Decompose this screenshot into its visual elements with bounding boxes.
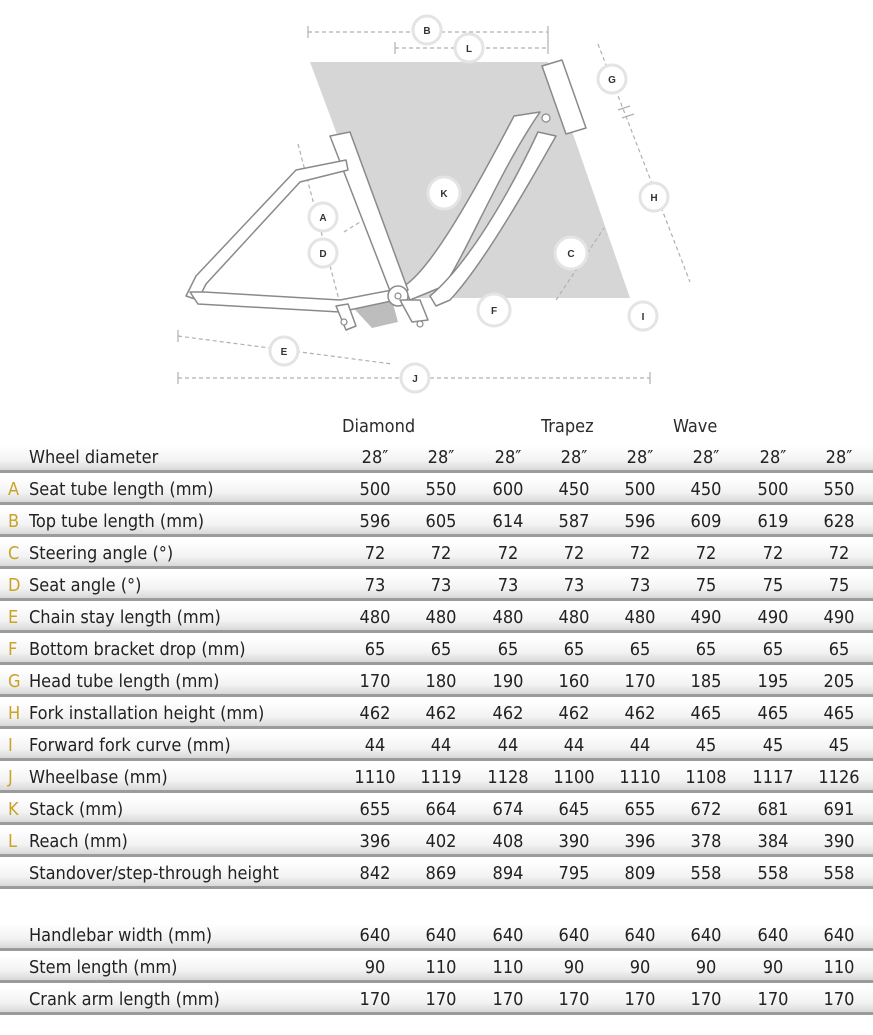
marker-i xyxy=(629,302,657,330)
table-cell: 44 xyxy=(430,735,452,756)
table-cell: 170 xyxy=(359,671,391,692)
table-cell: 90 xyxy=(762,957,784,978)
table-cell: 110 xyxy=(492,957,524,978)
table-cell: 73 xyxy=(629,575,651,596)
svg-text:L: L xyxy=(465,44,473,55)
table-cell: 45 xyxy=(762,735,784,756)
table-cell: 195 xyxy=(757,671,789,692)
row-label: Fork installation height (mm) xyxy=(29,703,265,724)
table-cell: 45 xyxy=(695,735,717,756)
table-cell: 450 xyxy=(690,479,722,500)
table-cell: 44 xyxy=(629,735,651,756)
table-cell: 462 xyxy=(492,703,524,724)
table-cell: 640 xyxy=(690,925,722,946)
table-row xyxy=(0,828,873,860)
table-cell: 655 xyxy=(624,799,656,820)
table-cell: 185 xyxy=(690,671,722,692)
table-row xyxy=(0,922,873,954)
row-letter: K xyxy=(8,799,19,820)
table-cell: 645 xyxy=(558,799,590,820)
table-cell: 655 xyxy=(359,799,391,820)
component-rows xyxy=(0,922,873,1018)
table-cell: 110 xyxy=(425,957,457,978)
row-letter: G xyxy=(8,671,21,692)
table-cell: 65 xyxy=(695,639,717,660)
table-cell: 180 xyxy=(425,671,457,692)
table-cell: 72 xyxy=(828,543,850,564)
svg-text:F: F xyxy=(490,306,498,317)
row-label: Wheel diameter xyxy=(29,447,159,468)
table-cell: 408 xyxy=(492,831,524,852)
table-cell: 75 xyxy=(828,575,850,596)
table-cell: 490 xyxy=(823,607,855,628)
row-rule xyxy=(0,502,873,505)
table-cell: 465 xyxy=(690,703,722,724)
table-cell: 90 xyxy=(695,957,717,978)
group-diamond: Diamond xyxy=(342,416,416,437)
row-rule xyxy=(0,854,873,857)
row-label: Bottom bracket drop (mm) xyxy=(29,639,246,660)
table-cell: 396 xyxy=(359,831,391,852)
table-row xyxy=(0,668,873,700)
table-cell: 500 xyxy=(757,479,789,500)
marker-e xyxy=(270,337,298,365)
svg-text:C: C xyxy=(567,249,575,260)
table-cell: 462 xyxy=(359,703,391,724)
table-cell: 664 xyxy=(425,799,457,820)
table-cell: 619 xyxy=(757,511,789,532)
table-cell: 550 xyxy=(425,479,457,500)
table-cell: 170 xyxy=(823,989,855,1010)
table-cell: 640 xyxy=(757,925,789,946)
table-cell: 869 xyxy=(425,863,457,884)
table-cell: 587 xyxy=(558,511,590,532)
table-cell: 73 xyxy=(364,575,386,596)
svg-text:A: A xyxy=(319,213,327,224)
table-cell: 390 xyxy=(558,831,590,852)
row-letter: I xyxy=(8,735,13,756)
row-letter: E xyxy=(8,607,19,628)
table-cell: 170 xyxy=(757,989,789,1010)
table-cell: 480 xyxy=(425,607,457,628)
table-cell: 72 xyxy=(762,543,784,564)
table-cell: 72 xyxy=(364,543,386,564)
table-row xyxy=(0,636,873,668)
table-row xyxy=(0,444,873,476)
table-cell: 674 xyxy=(492,799,524,820)
table-cell: 1110 xyxy=(354,767,396,788)
table-row xyxy=(0,508,873,540)
svg-text:K: K xyxy=(440,189,448,200)
table-cell: 640 xyxy=(823,925,855,946)
table-cell: 170 xyxy=(690,989,722,1010)
marker-b xyxy=(413,16,441,44)
table-cell: 640 xyxy=(492,925,524,946)
row-rule xyxy=(0,1012,873,1015)
row-rule xyxy=(0,534,873,537)
table-cell: 795 xyxy=(558,863,590,884)
table-cell: 809 xyxy=(624,863,656,884)
table-cell: 465 xyxy=(757,703,789,724)
row-rule xyxy=(0,662,873,665)
table-cell: 390 xyxy=(823,831,855,852)
table-row xyxy=(0,700,873,732)
row-rule xyxy=(0,726,873,729)
marker-d xyxy=(309,239,337,267)
row-label: Stack (mm) xyxy=(29,799,124,820)
table-cell: 1108 xyxy=(685,767,727,788)
table-cell: 160 xyxy=(558,671,590,692)
svg-text:E: E xyxy=(280,347,288,358)
table-cell: 614 xyxy=(492,511,524,532)
row-label: Standover/step-through height xyxy=(29,863,279,884)
table-cell: 681 xyxy=(757,799,789,820)
table-cell: 640 xyxy=(558,925,590,946)
table-cell: 65 xyxy=(497,639,519,660)
table-cell: 65 xyxy=(430,639,452,660)
marker-f xyxy=(478,294,510,326)
row-rule xyxy=(0,694,873,697)
table-cell: 596 xyxy=(359,511,391,532)
row-label: Wheelbase (mm) xyxy=(29,767,168,788)
table-cell: 462 xyxy=(425,703,457,724)
table-cell: 842 xyxy=(359,863,391,884)
table-cell: 1128 xyxy=(487,767,529,788)
marker-h xyxy=(640,183,668,211)
table-cell: 170 xyxy=(359,989,391,1010)
row-letter: L xyxy=(8,831,18,852)
row-label: Seat tube length (mm) xyxy=(29,479,214,500)
row-label: Reach (mm) xyxy=(29,831,128,852)
table-cell: 402 xyxy=(425,831,457,852)
svg-text:I: I xyxy=(641,312,645,323)
row-letter: D xyxy=(8,575,21,596)
table-cell: 73 xyxy=(430,575,452,596)
table-cell: 1100 xyxy=(553,767,595,788)
svg-text:G: G xyxy=(608,75,616,86)
table-cell: 500 xyxy=(359,479,391,500)
table-cell: 110 xyxy=(823,957,855,978)
row-label: Head tube length (mm) xyxy=(29,671,220,692)
table-cell: 65 xyxy=(629,639,651,660)
table-cell: 480 xyxy=(558,607,590,628)
table-cell: 170 xyxy=(492,989,524,1010)
table-cell: 72 xyxy=(695,543,717,564)
table-cell: 490 xyxy=(757,607,789,628)
table-cell: 75 xyxy=(695,575,717,596)
row-rule xyxy=(0,980,873,983)
table-row xyxy=(0,796,873,828)
table-cell: 65 xyxy=(828,639,850,660)
table-cell: 75 xyxy=(762,575,784,596)
row-letter: B xyxy=(8,511,20,532)
table-cell: 384 xyxy=(757,831,789,852)
marker-a xyxy=(309,203,337,231)
table-cell: 90 xyxy=(563,957,585,978)
table-cell: 65 xyxy=(364,639,386,660)
table-cell: 90 xyxy=(629,957,651,978)
table-cell: 550 xyxy=(823,479,855,500)
table-cell: 1110 xyxy=(619,767,661,788)
table-cell: 480 xyxy=(624,607,656,628)
frame-type-header xyxy=(0,408,873,444)
table-row xyxy=(0,572,873,604)
table-cell: 691 xyxy=(823,799,855,820)
row-label: Seat angle (°) xyxy=(29,575,142,596)
table-cell: 28″ xyxy=(427,447,455,468)
row-rule xyxy=(0,822,873,825)
marker-c xyxy=(555,237,587,269)
table-cell: 480 xyxy=(492,607,524,628)
table-cell: 170 xyxy=(624,671,656,692)
row-rule xyxy=(0,790,873,793)
table-cell: 170 xyxy=(624,989,656,1010)
table-cell: 44 xyxy=(497,735,519,756)
table-cell: 72 xyxy=(563,543,585,564)
row-label: Forward fork curve (mm) xyxy=(29,735,231,756)
table-cell: 65 xyxy=(762,639,784,660)
row-label: Stem length (mm) xyxy=(29,957,178,978)
table-row xyxy=(0,604,873,636)
table-cell: 596 xyxy=(624,511,656,532)
row-label: Crank arm length (mm) xyxy=(29,989,220,1010)
row-rule xyxy=(0,886,873,889)
row-label: Steering angle (°) xyxy=(29,543,174,564)
table-cell: 72 xyxy=(629,543,651,564)
table-cell: 672 xyxy=(690,799,722,820)
table-cell: 45 xyxy=(828,735,850,756)
table-cell: 462 xyxy=(558,703,590,724)
row-letter: A xyxy=(8,479,20,500)
table-cell: 1117 xyxy=(752,767,794,788)
row-letter: F xyxy=(8,639,18,660)
table-cell: 465 xyxy=(823,703,855,724)
table-cell: 44 xyxy=(563,735,585,756)
marker-g xyxy=(598,65,626,93)
table-cell: 628 xyxy=(823,511,855,532)
table-cell: 600 xyxy=(492,479,524,500)
group-trapez: Trapez xyxy=(541,416,594,437)
table-cell: 73 xyxy=(563,575,585,596)
table-row xyxy=(0,986,873,1018)
table-cell: 558 xyxy=(690,863,722,884)
row-rule xyxy=(0,598,873,601)
table-cell: 28″ xyxy=(759,447,787,468)
table-cell: 44 xyxy=(364,735,386,756)
row-label: Chain stay length (mm) xyxy=(29,607,221,628)
table-row xyxy=(0,860,873,892)
row-letter: J xyxy=(8,767,13,788)
table-cell: 72 xyxy=(497,543,519,564)
svg-text:B: B xyxy=(423,26,431,37)
marker-l xyxy=(455,34,483,62)
table-row xyxy=(0,476,873,508)
table-cell: 558 xyxy=(757,863,789,884)
table-cell: 640 xyxy=(359,925,391,946)
row-rule xyxy=(0,948,873,951)
group-wave: Wave xyxy=(673,416,718,437)
svg-text:H: H xyxy=(650,193,658,204)
row-rule xyxy=(0,630,873,633)
table-cell: 28″ xyxy=(494,447,522,468)
table-cell: 558 xyxy=(823,863,855,884)
table-cell: 462 xyxy=(624,703,656,724)
table-row xyxy=(0,540,873,572)
table-cell: 28″ xyxy=(825,447,853,468)
table-cell: 28″ xyxy=(626,447,654,468)
table-row xyxy=(0,954,873,986)
table-cell: 1126 xyxy=(818,767,860,788)
svg-text:D: D xyxy=(319,249,327,260)
marker-k xyxy=(428,177,460,209)
table-cell: 378 xyxy=(690,831,722,852)
table-row xyxy=(0,732,873,764)
row-letter: C xyxy=(8,543,20,564)
table-cell: 490 xyxy=(690,607,722,628)
table-spacer xyxy=(0,892,873,922)
row-rule xyxy=(0,758,873,761)
marker-j xyxy=(401,364,429,392)
frame-geometry-diagram xyxy=(0,0,873,400)
table-cell: 605 xyxy=(425,511,457,532)
table-cell: 640 xyxy=(624,925,656,946)
row-rule xyxy=(0,566,873,569)
table-cell: 73 xyxy=(497,575,519,596)
table-cell: 28″ xyxy=(361,447,389,468)
table-cell: 65 xyxy=(563,639,585,660)
table-cell: 480 xyxy=(359,607,391,628)
table-cell: 450 xyxy=(558,479,590,500)
table-cell: 28″ xyxy=(560,447,588,468)
table-cell: 190 xyxy=(492,671,524,692)
table-cell: 640 xyxy=(425,925,457,946)
geometry-table xyxy=(0,408,873,1018)
table-row xyxy=(0,764,873,796)
row-rule xyxy=(0,470,873,473)
table-cell: 500 xyxy=(624,479,656,500)
table-cell: 396 xyxy=(624,831,656,852)
table-cell: 170 xyxy=(425,989,457,1010)
table-cell: 72 xyxy=(430,543,452,564)
table-cell: 205 xyxy=(823,671,855,692)
table-cell: 90 xyxy=(364,957,386,978)
geometry-rows xyxy=(0,444,873,892)
table-cell: 28″ xyxy=(692,447,720,468)
table-cell: 1119 xyxy=(420,767,462,788)
svg-text:J: J xyxy=(412,374,418,385)
table-cell: 170 xyxy=(558,989,590,1010)
table-cell: 609 xyxy=(690,511,722,532)
table-cell: 894 xyxy=(492,863,524,884)
row-letter: H xyxy=(8,703,21,724)
row-label: Handlebar width (mm) xyxy=(29,925,213,946)
row-label: Top tube length (mm) xyxy=(29,511,205,532)
